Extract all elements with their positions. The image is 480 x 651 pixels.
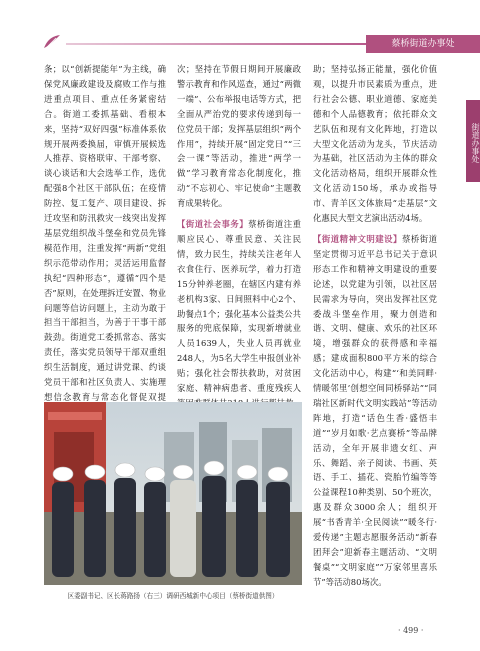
photo-caption: 区委副书记、区长蒋路扬（右三）调研西城新中心项目（蔡桥街道供图） <box>67 592 279 600</box>
side-section-tab: 街道办事处 <box>466 100 480 182</box>
header-rule <box>66 43 366 45</box>
site-visit-photo <box>44 402 302 585</box>
social-affairs-text: 蔡桥街道注重顺应民心、尊重民意、关注民情，致力民生，持续关注老年人衣食住行、医养玩学，着力打造15分钟养老圈，在辖区内建有养老机构3家、日间照料中心2个、助餐点1个；强化基本公益类公共服务的兜底保障，实现新增就业人员1639人，失业人员再就业248人，为5名大学生申报创业补贴；强化社会帮扶救助，对贫困家庭、精神病患者、重度残疾人 <box>177 219 302 394</box>
section-heading-social-affairs: 【街道社会事务】 <box>177 219 249 230</box>
column-2-paragraph-a: 次；坚持在节假日期间开展廉政警示教育和作风巡查，通过“两微一端”、公布举报电话等方式，把全面从严治党的要求传递到每一位党员干部；发挥基层组织“两个作用”，持续开展“固定党日”“三会一课”等活动，推进“两学一做”学习教育常态化制度化，推动“不忘初心、牢记使命”主题教育成果转化。 <box>177 64 301 209</box>
column-3-paragraph-b <box>313 232 437 590</box>
column-1-paragraph: 条；以“创新提能年”为主线，确保党风廉政建设及腐败工作与推进重点项目、重点任务紧密结合。街道工委抓基础、看根本来，坚持“双好四强”标准体系依规开展两委换届，审慎开展候选人推荐、资格联审、干部考察、谈心谈话和大会选举工作，选优配强8个社区干部队伍；在疫情防控、复工复产、项目建设、拆迁攻坚和防汛救灾一线突出发挥基层党组织战斗堡垒和党员先锋模范作用，注重发挥“两新”党组织示范带动作用；灵活运用监督执纪“四种形态”，遵循“四个是否”原则，在处理拆迁安置、物业问题等信访问题上，主动为敢于担当干部担当，为善于干事干部鼓劲。街道党工委抓常态、落实责任，落实党员领导干部双重组织生活制度，通过讲党课、约谈党员干部和社区负责人、实施理想信念教育与常态化督促双提 <box>44 64 166 402</box>
page-number: · 499 · <box>398 626 424 635</box>
page-header <box>0 0 480 58</box>
feather-logo-icon <box>42 34 62 50</box>
text-column-2 <box>177 62 301 411</box>
header-tab-title: 蔡桥街道办事处 <box>366 35 480 53</box>
column-2-paragraph-b <box>177 217 301 411</box>
section-heading-civilization: 【街道精神文明建设】 <box>313 233 402 244</box>
civilization-text: 蔡桥街道坚定贯彻习近平总书记关于意识形态工作和精神文明建设的重要论述，以党建为引领，以社区居民需求为导向，突出发挥社区党委战斗堡垒作用，聚力创造和谐、文明、健康、欢乐的社区环境，增强群众的获得感和幸福感；建成面积800平方米的综合文化活动中心，构建“‘和美同畔·情暖邻里’创想空间同桥驿站”“同瑞社区新时代文明实践站”等活动阵地，打造“话色生香·盛悟丰道”“岁月如歌·艺点赛桥”等品牌活动，全年开展非遗女红、声乐、舞蹈、亲子阅读、书画、英语、手工、插花、瓷胎竹编等等公益课程10种类别、50个班次，惠及群众3000余人；组织开展“书香青羊·全民阅读”“暖冬行·爱传递”主题志愿服务活动“新春团拜会”迎新春主题活动、“文明餐桌”“文明家庭”“万家邻里喜乐节”等活动80场次。 <box>313 233 438 587</box>
text-column-1 <box>44 62 166 420</box>
column-3-paragraph-a: 助；坚持弘扬正能量，强化价值观，以提升市民素质为重点，进行社会公德、职业道德、家庭美德和个人品德教育；依托群众文艺队伍和现有文化阵地，打造以大型文化活动为龙头，节庆活动为基础，社区活动为主体的群众文化活动格局，组织开展群众性文化活动150场，承办或指导市、青羊区文体旅局“走基层”文化惠民大型文艺演出活动4场。 <box>313 64 437 224</box>
text-column-3 <box>313 62 437 590</box>
